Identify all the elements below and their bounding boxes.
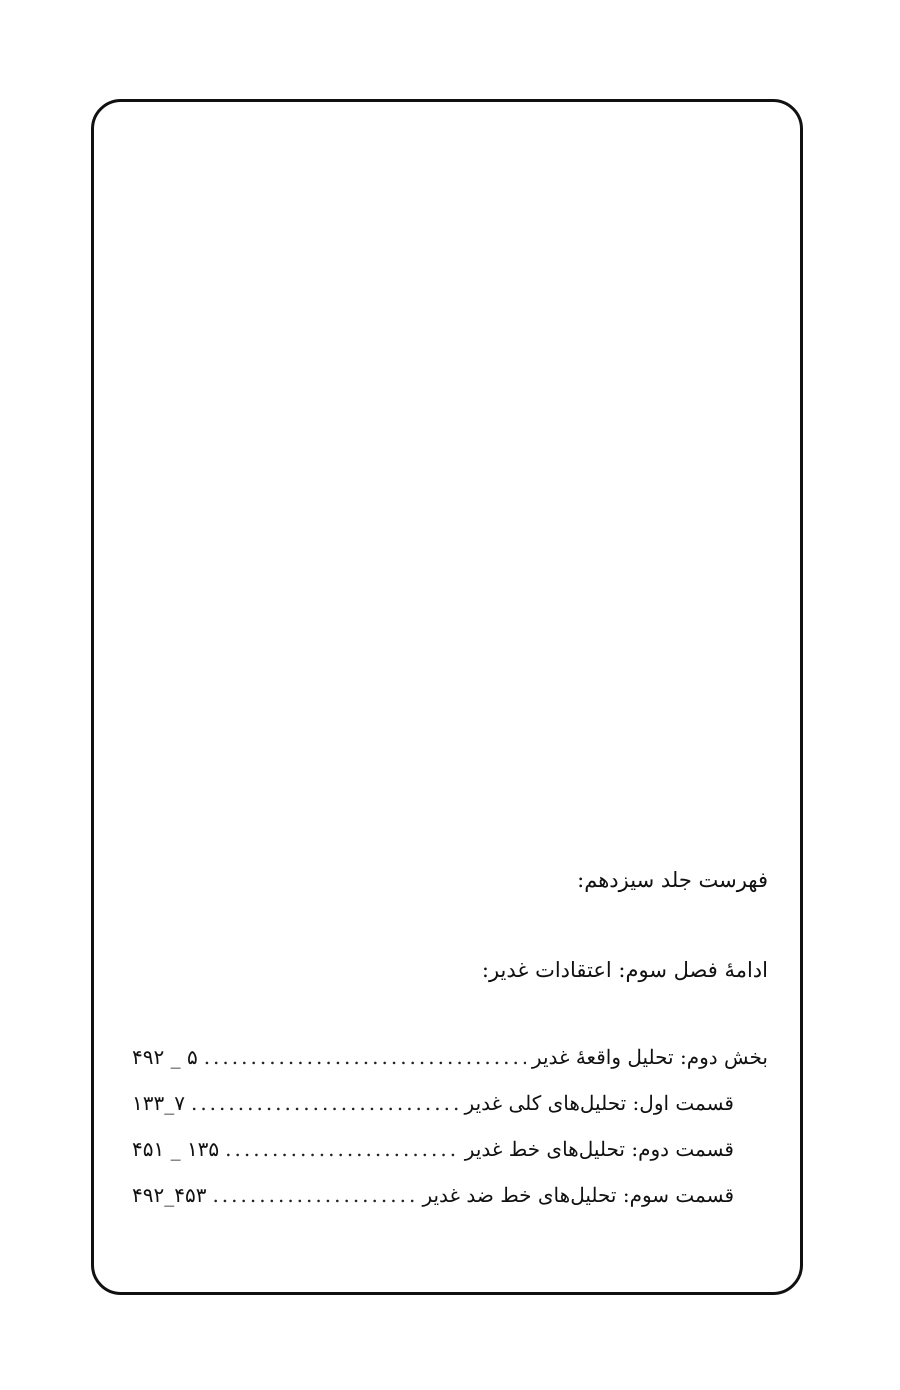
toc-entry-pages: ۴۹۲ _ ۵ [132,1045,198,1069]
toc-entry-label: بخش دوم: تحلیل واقعۀ غدیر [531,1045,768,1069]
toc-entry-label: قسمت اول: تحلیل‌های کلی غدیر [464,1091,734,1115]
toc-entry-section-two[interactable] [132,1137,768,1183]
toc-entry-pages: ۴۹۲_۴۵۳ [132,1183,207,1207]
toc-entry-label: قسمت دوم: تحلیل‌های خط غدیر [464,1137,734,1161]
toc-entry-label: قسمت سوم: تحلیل‌های خط ضد غدیر [422,1183,734,1207]
toc-leader-dots [212,1183,416,1207]
toc-list [132,1045,768,1229]
toc-entry-section-one[interactable] [132,1091,768,1137]
toc-entry-pages: ۴۵۱ _ ۱۳۵ [132,1137,220,1161]
toc-title: فهرست جلد سیزدهم: [577,868,768,892]
toc-entry-section-three[interactable] [132,1183,768,1229]
toc-subtitle: ادامۀ فصل سوم: اعتقادات غدیر: [481,958,768,982]
toc-leader-dots [225,1137,459,1161]
toc-leader-dots [204,1045,526,1069]
toc-entry-pages: ۱۳۳_۷ [132,1091,185,1115]
toc-leader-dots [191,1091,459,1115]
toc-entry-part-two[interactable] [132,1045,768,1091]
